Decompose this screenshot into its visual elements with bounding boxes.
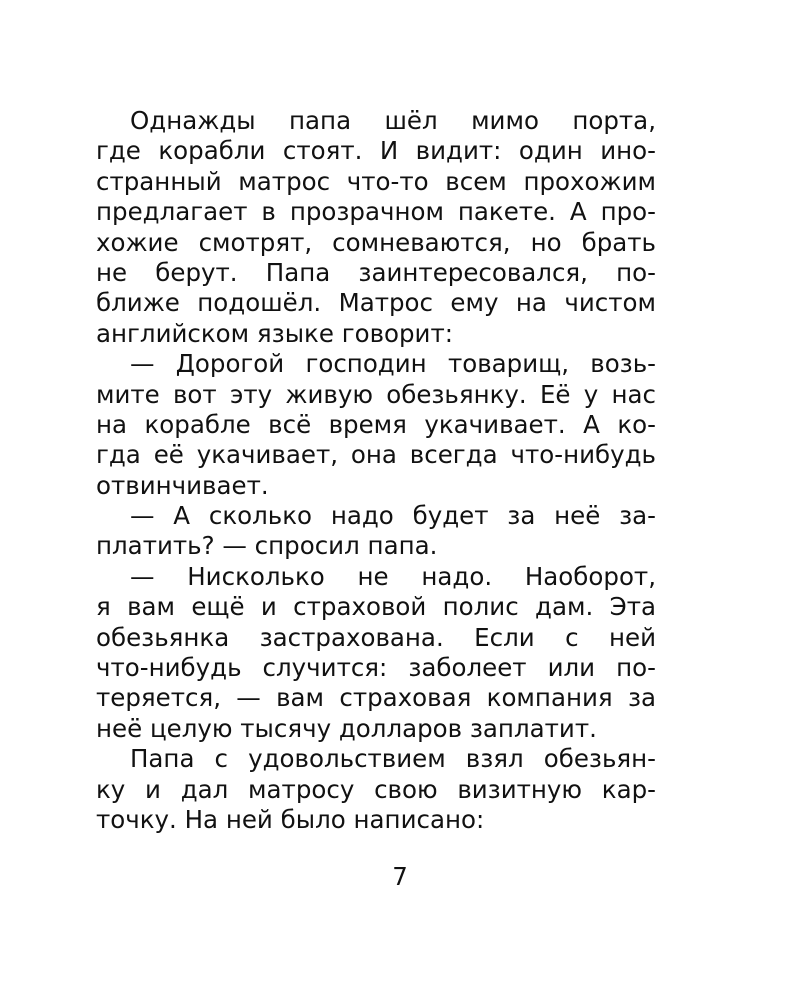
text-line: ближе подошёл. Матрос ему на чистом xyxy=(96,288,656,318)
text-line: — Нисколько не надо. Наоборот, xyxy=(130,561,656,591)
text-line: странный матрос что-то всем прохожим xyxy=(96,166,656,196)
page-number: 7 xyxy=(392,862,408,891)
text-line: обезьянка застрахована. Если с ней xyxy=(96,622,656,652)
paragraph-3 xyxy=(96,501,656,562)
text-line: не берут. Папа заинтересовался, по- xyxy=(96,257,656,287)
text-line: что-нибудь случится: заболеет или по- xyxy=(96,653,656,683)
text-line: гда её укачивает, она всегда что-нибудь xyxy=(96,440,656,470)
text-line: — А сколько надо будет за неё за- xyxy=(130,501,656,531)
text-line: теряется, — вам страховая компания за xyxy=(96,683,656,713)
text-line: где корабли стоят. И видит: один ино- xyxy=(96,136,656,166)
text-line: отвинчивает. xyxy=(96,470,269,500)
paragraph-5 xyxy=(96,744,656,835)
paragraph-4 xyxy=(96,562,656,744)
text-line: ку и дал матросу свою визитную кар- xyxy=(96,774,656,804)
text-line: мите вот эту живую обезьянку. Её у нас xyxy=(96,379,656,409)
text-line: неё целую тысячу долларов заплатит. xyxy=(96,713,597,743)
text-line: платить? — спросил папа. xyxy=(96,531,438,561)
text-line: я вам ещё и страховой полис дам. Эта xyxy=(96,592,656,622)
text-line: предлагает в прозрачном пакете. А про- xyxy=(96,197,656,227)
text-line: Папа с удовольствием взял обезьян- xyxy=(130,744,656,774)
paragraph-2 xyxy=(96,349,656,501)
text-line: английском языке говорит: xyxy=(96,318,453,348)
paragraph-1 xyxy=(96,106,656,349)
text-line: — Дорогой господин товарищ, возь- xyxy=(130,349,656,379)
text-line: хожие смотрят, сомневаются, но брать xyxy=(96,227,656,257)
body-text xyxy=(96,106,656,835)
text-line: на корабле всё время укачивает. А ко- xyxy=(96,409,656,439)
text-line: Однажды папа шёл мимо порта, xyxy=(130,106,656,135)
text-line: точку. На ней было написано: xyxy=(96,804,485,834)
